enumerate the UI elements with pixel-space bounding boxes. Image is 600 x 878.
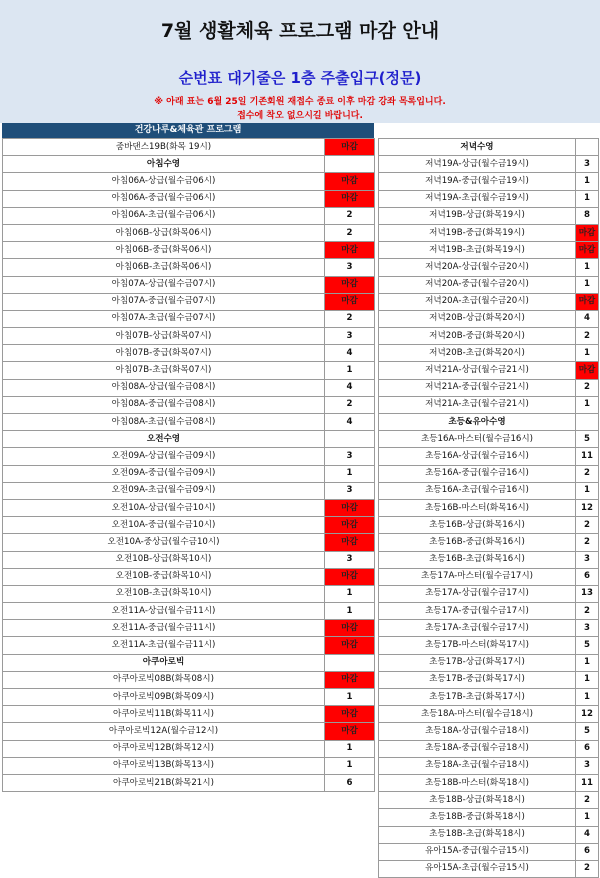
program-name: 초등18A-마스터(월수금18시) [379, 706, 576, 723]
closed-badge: 마감 [325, 671, 375, 688]
table-row [379, 293, 599, 310]
program-name: 아침06B-초급(화목06시) [3, 259, 325, 276]
program-name: 초등18A-초급(월수금18시) [379, 757, 576, 774]
section-header-row [379, 139, 599, 156]
table-row [3, 585, 375, 602]
remaining-count: 3 [576, 156, 599, 173]
program-name: 초등17B-중급(화목17시) [379, 671, 576, 688]
table-row [379, 792, 599, 809]
program-name: 초등17A-초급(월수금17시) [379, 620, 576, 637]
table-row [379, 654, 599, 671]
table-row [379, 431, 599, 448]
remaining-count: 1 [325, 689, 375, 706]
remaining-count: 1 [576, 345, 599, 362]
table-row [379, 448, 599, 465]
program-name: 저녁19B-상급(화목19시) [379, 207, 576, 224]
closed-badge: 마감 [325, 517, 375, 534]
remaining-count: 2 [576, 534, 599, 551]
table-row [379, 740, 599, 757]
remaining-count: 8 [576, 207, 599, 224]
table-row [379, 585, 599, 602]
closed-badge: 마감 [325, 499, 375, 516]
closed-badge: 마감 [325, 139, 375, 156]
closed-badge: 마감 [576, 293, 599, 310]
program-name: 저녁20B-상급(화목20시) [379, 310, 576, 327]
program-name: 아침07B-중급(화목07시) [3, 345, 325, 362]
left-table-body [3, 139, 375, 792]
program-name: 초등17B-마스터(화목17시) [379, 637, 576, 654]
program-name: 오전11A-초급(월수금11시) [3, 637, 325, 654]
remaining-count: 1 [576, 482, 599, 499]
remaining-count: 3 [576, 551, 599, 568]
table-row [3, 499, 375, 516]
table-row [379, 689, 599, 706]
remaining-count: 12 [576, 706, 599, 723]
table-row [3, 534, 375, 551]
remaining-count: 11 [576, 448, 599, 465]
program-name: 저녁19A-상급(월수금19시) [379, 156, 576, 173]
remaining-count: 6 [576, 740, 599, 757]
remaining-count: 1 [576, 276, 599, 293]
program-name: 아쿠아로빅11B(화목11시) [3, 706, 325, 723]
table-row [379, 534, 599, 551]
remaining-count: 6 [325, 774, 375, 791]
program-name: 아침07A-초급(월수금07시) [3, 310, 325, 327]
remaining-count: 3 [325, 328, 375, 345]
program-name: 아침07A-중급(월수금07시) [3, 293, 325, 310]
table-row [3, 671, 375, 688]
program-name: 오전10B-초급(화목10시) [3, 585, 325, 602]
program-name: 유아15A-중급(월수금15시) [379, 843, 576, 860]
remaining-count: 4 [325, 345, 375, 362]
remaining-count: 5 [576, 431, 599, 448]
remaining-count: 5 [576, 637, 599, 654]
remaining-count: 4 [576, 826, 599, 843]
remaining-count: 3 [325, 551, 375, 568]
program-name: 저녁21A-중급(월수금21시) [379, 379, 576, 396]
section-header-blank [576, 414, 599, 431]
table-row [3, 757, 375, 774]
table-row [3, 259, 375, 276]
program-name: 초등16B-중급(화목16시) [379, 534, 576, 551]
closed-badge: 마감 [325, 637, 375, 654]
remaining-count: 2 [576, 465, 599, 482]
table-row [379, 482, 599, 499]
table-row [3, 276, 375, 293]
program-name: 아침08A-초급(월수금08시) [3, 414, 325, 431]
remaining-count: 2 [325, 310, 375, 327]
table-row [379, 551, 599, 568]
table-row [379, 362, 599, 379]
remaining-count: 1 [325, 603, 375, 620]
table-row [379, 860, 599, 877]
table-row [379, 224, 599, 241]
program-name: 아침06A-상급(월수금06시) [3, 173, 325, 190]
remaining-count: 1 [576, 654, 599, 671]
table-row [379, 517, 599, 534]
remaining-count: 1 [576, 259, 599, 276]
table-row [379, 706, 599, 723]
program-name: 오전10A-상급(월수금10시) [3, 499, 325, 516]
table-row [379, 499, 599, 516]
table-row [379, 379, 599, 396]
section-header-blank [325, 431, 375, 448]
section-header: 오전수영 [3, 431, 325, 448]
closed-badge: 마감 [325, 620, 375, 637]
remaining-count: 4 [576, 310, 599, 327]
section-header-row [3, 654, 375, 671]
table-row [379, 774, 599, 791]
left-table-header: 건강나루&체육관 프로그램 [2, 123, 374, 138]
program-name: 아침07A-상급(월수금07시) [3, 276, 325, 293]
remaining-count: 1 [576, 173, 599, 190]
table-row [379, 620, 599, 637]
program-name: 저녁20A-중급(월수금20시) [379, 276, 576, 293]
table-row [379, 328, 599, 345]
remaining-count: 2 [576, 860, 599, 877]
page-title: 7월 생활체육 프로그램 마감 안내 [160, 20, 440, 42]
closed-badge: 마감 [325, 173, 375, 190]
table-row [3, 620, 375, 637]
program-name: 아쿠아로빅21B(화목21시) [3, 774, 325, 791]
table-row [3, 379, 375, 396]
table-row [3, 774, 375, 791]
program-name: 아쿠아로빅09B(화목09시) [3, 689, 325, 706]
remaining-count: 2 [325, 396, 375, 413]
program-name: 저녁20B-초급(화목20시) [379, 345, 576, 362]
program-name: 초등16A-초급(월수금16시) [379, 482, 576, 499]
table-row [379, 568, 599, 585]
program-name: 저녁20A-상급(월수금20시) [379, 259, 576, 276]
program-name: 초등18B-마스터(화목18시) [379, 774, 576, 791]
remaining-count: 1 [325, 585, 375, 602]
remaining-count: 2 [576, 517, 599, 534]
remaining-count: 2 [576, 792, 599, 809]
left-program-table [2, 138, 375, 792]
program-name: 오전10A-중상급(월수금10시) [3, 534, 325, 551]
table-row [379, 826, 599, 843]
program-name: 유아15A-초급(월수금15시) [379, 860, 576, 877]
table-row [379, 345, 599, 362]
program-name: 초등17B-초급(화목17시) [379, 689, 576, 706]
table-row [3, 207, 375, 224]
section-header-row [3, 156, 375, 173]
remaining-count: 3 [576, 757, 599, 774]
program-name: 저녁21A-초급(월수금21시) [379, 396, 576, 413]
table-row [379, 809, 599, 826]
section-header-blank [325, 654, 375, 671]
note-line-2: 접수에 착오 없으시길 바랍니다. [237, 111, 363, 121]
remaining-count: 4 [325, 414, 375, 431]
table-row [379, 207, 599, 224]
table-row [3, 465, 375, 482]
table-row [3, 224, 375, 241]
table-row [3, 242, 375, 259]
program-name: 오전09A-중급(월수금09시) [3, 465, 325, 482]
remaining-count: 5 [576, 723, 599, 740]
table-row [3, 637, 375, 654]
program-name: 초등16B-마스터(화목16시) [379, 499, 576, 516]
remaining-count: 2 [325, 207, 375, 224]
table-row [379, 396, 599, 413]
program-name: 초등18A-중급(월수금18시) [379, 740, 576, 757]
remaining-count: 2 [576, 328, 599, 345]
remaining-count: 12 [576, 499, 599, 516]
section-header: 초등&유아수영 [379, 414, 576, 431]
remaining-count: 1 [325, 362, 375, 379]
table-row [3, 396, 375, 413]
remaining-count: 13 [576, 585, 599, 602]
program-name: 오전10B-상급(화목10시) [3, 551, 325, 568]
table-row [3, 551, 375, 568]
remaining-count: 1 [576, 689, 599, 706]
table-row [379, 671, 599, 688]
table-row [379, 723, 599, 740]
table-row [379, 190, 599, 207]
program-name: 초등17A-상급(월수금17시) [379, 585, 576, 602]
program-name: 오전10A-중급(월수금10시) [3, 517, 325, 534]
program-name: 초등16B-상급(화목16시) [379, 517, 576, 534]
program-name: 아침06B-상급(화목06시) [3, 224, 325, 241]
table-row [379, 276, 599, 293]
table-row [3, 603, 375, 620]
table-row [3, 517, 375, 534]
program-name: 초등16A-중급(월수금16시) [379, 465, 576, 482]
closed-badge: 마감 [325, 706, 375, 723]
remaining-count: 1 [325, 757, 375, 774]
remaining-count: 3 [325, 259, 375, 276]
section-header: 아침수영 [3, 156, 325, 173]
program-name: 아쿠아로빅12A(월수금12시) [3, 723, 325, 740]
remaining-count: 6 [576, 568, 599, 585]
section-header-row [3, 431, 375, 448]
section-header: 아쿠아로빅 [3, 654, 325, 671]
program-name: 저녁19B-초급(화목19시) [379, 242, 576, 259]
table-row [3, 362, 375, 379]
program-name: 초등18A-상급(월수금18시) [379, 723, 576, 740]
program-name: 아침08A-중급(월수금08시) [3, 396, 325, 413]
program-name: 초등17A-중급(월수금17시) [379, 603, 576, 620]
table-row [3, 740, 375, 757]
remaining-count: 2 [576, 379, 599, 396]
closed-badge: 마감 [325, 293, 375, 310]
table-row [3, 448, 375, 465]
table-row [379, 603, 599, 620]
program-name: 초등18B-상급(화목18시) [379, 792, 576, 809]
remaining-count: 1 [576, 671, 599, 688]
closed-badge: 마감 [325, 276, 375, 293]
table-row [379, 757, 599, 774]
program-name: 저녁21A-상급(월수금21시) [379, 362, 576, 379]
table-row [3, 723, 375, 740]
table-row [3, 482, 375, 499]
remaining-count: 11 [576, 774, 599, 791]
closed-badge: 마감 [325, 723, 375, 740]
program-name: 아침07B-초급(화목07시) [3, 362, 325, 379]
table-row [3, 293, 375, 310]
table-row [379, 843, 599, 860]
program-name: 초등18B-초급(화목18시) [379, 826, 576, 843]
remaining-count: 2 [576, 603, 599, 620]
remaining-count: 1 [576, 190, 599, 207]
table-row [3, 568, 375, 585]
table-row [3, 689, 375, 706]
program-name: 초등16A-마스터(월수금16시) [379, 431, 576, 448]
closed-badge: 마감 [576, 362, 599, 379]
program-name: 저녁20B-중급(화목20시) [379, 328, 576, 345]
program-name: 오전11A-중급(월수금11시) [3, 620, 325, 637]
program-name: 아침06A-중급(월수금06시) [3, 190, 325, 207]
closed-badge: 마감 [325, 190, 375, 207]
remaining-count: 3 [325, 448, 375, 465]
program-name: 초등18B-중급(화목18시) [379, 809, 576, 826]
remaining-count: 1 [325, 740, 375, 757]
program-name: 아쿠아로빅13B(화목13시) [3, 757, 325, 774]
program-name: 아쿠아로빅12B(화목12시) [3, 740, 325, 757]
remaining-count: 3 [576, 620, 599, 637]
closed-badge: 마감 [325, 242, 375, 259]
program-name: 아침08A-상급(월수금08시) [3, 379, 325, 396]
table-row [3, 310, 375, 327]
table-row [379, 242, 599, 259]
remaining-count: 3 [325, 482, 375, 499]
section-header-row [379, 414, 599, 431]
program-name: 저녁20A-초급(월수금20시) [379, 293, 576, 310]
program-name: 오전11A-상급(월수금11시) [3, 603, 325, 620]
table-row [379, 156, 599, 173]
program-name: 저녁19A-초급(월수금19시) [379, 190, 576, 207]
program-name: 초등16B-초급(화목16시) [379, 551, 576, 568]
table-row [3, 190, 375, 207]
right-program-table [378, 138, 599, 878]
section-header-blank [576, 139, 599, 156]
program-name: 초등16A-상급(월수금16시) [379, 448, 576, 465]
table-row [3, 414, 375, 431]
note-line-1: ※ 아래 표는 6월 25일 기존회원 재접수 종료 이후 마감 강좌 목록입니다. [154, 97, 446, 107]
program-name: 저녁19B-중급(화목19시) [379, 224, 576, 241]
remaining-count: 4 [325, 379, 375, 396]
section-header-blank [325, 156, 375, 173]
table-row [3, 345, 375, 362]
closed-badge: 마감 [325, 534, 375, 551]
closed-badge: 마감 [325, 568, 375, 585]
program-name: 오전09A-상급(월수금09시) [3, 448, 325, 465]
table-row [3, 328, 375, 345]
table-row [3, 173, 375, 190]
remaining-count: 1 [576, 809, 599, 826]
table-row [379, 259, 599, 276]
remaining-count: 2 [325, 224, 375, 241]
table-row [379, 310, 599, 327]
program-name: 초등17A-마스터(월수금17시) [379, 568, 576, 585]
closed-badge: 마감 [576, 224, 599, 241]
program-name: 저녁19A-중급(월수금19시) [379, 173, 576, 190]
program-name: 오전09A-초급(월수금09시) [3, 482, 325, 499]
remaining-count: 6 [576, 843, 599, 860]
program-name: 오전10B-중급(화목10시) [3, 568, 325, 585]
table-row [379, 465, 599, 482]
table-row [379, 637, 599, 654]
closed-badge: 마감 [576, 242, 599, 259]
table-row [379, 173, 599, 190]
table-row [3, 706, 375, 723]
program-name: 아침06A-초급(월수금06시) [3, 207, 325, 224]
section-header: 저녁수영 [379, 139, 576, 156]
table-row [3, 139, 375, 156]
remaining-count: 1 [325, 465, 375, 482]
queue-notice: 순번표 대기줄은 1층 주출입구(정문) [178, 69, 422, 87]
program-name: 줌바댄스19B(화목 19시) [3, 139, 325, 156]
right-table-body [379, 139, 599, 878]
remaining-count: 1 [576, 396, 599, 413]
program-name: 아쿠아로빅08B(화목08시) [3, 671, 325, 688]
program-name: 초등17B-상급(화목17시) [379, 654, 576, 671]
program-name: 아침06B-중급(화목06시) [3, 242, 325, 259]
program-name: 아침07B-상급(화목07시) [3, 328, 325, 345]
